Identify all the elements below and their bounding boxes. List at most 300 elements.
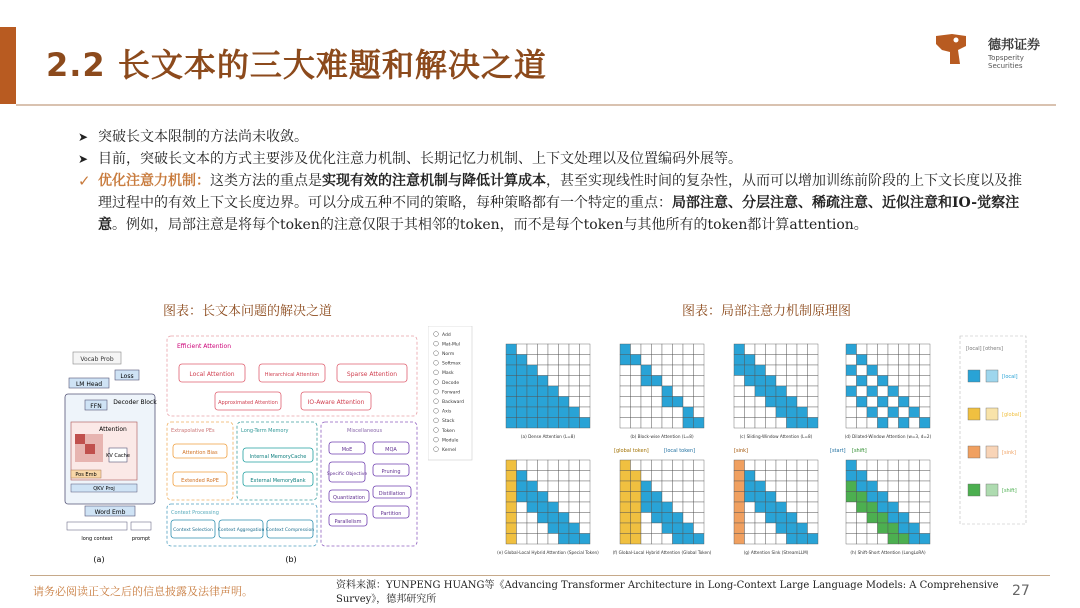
matrix-cell [867,523,878,534]
matrix-cell [694,344,705,355]
matrix-cell [548,386,559,397]
matrix-cell [878,534,889,545]
matrix-cell [580,481,591,492]
matrix-cell [569,471,580,482]
matrix-cell [755,534,766,545]
matrix-cell [787,460,798,471]
matrix-cell [694,523,705,534]
legend-label: Stack [442,419,455,425]
matrix-cell [797,534,808,545]
legend-label: Decode [442,380,460,386]
matrix-cell [867,365,878,376]
matrix-cell [899,492,910,503]
matrix-cell [694,460,705,471]
cell-key [960,336,1026,524]
matrix-cell [662,365,673,376]
left-figure [55,330,425,570]
matrix-cell [734,397,745,408]
matrix-cell [755,386,766,397]
matrix-cell [867,386,878,397]
right-figure [428,326,1060,566]
legend-symbol-icon [434,389,439,394]
matrix-cell [867,355,878,366]
matrix-cell [766,471,777,482]
matrix-cell [580,502,591,513]
matrix-cell [538,534,549,545]
matrix-cell [755,523,766,534]
matrix-cell [846,471,857,482]
matrix-cell [631,534,642,545]
matrix-cell [776,534,787,545]
matrix-cell [683,492,694,503]
matrix-cell [527,418,538,429]
matrix-cell [909,365,920,376]
matrix-cell [673,460,684,471]
moe-box: MoE [341,447,353,453]
matrix-cell [766,460,777,471]
legend-symbol-icon [434,341,439,346]
extended-rope-box: Extended RoPE [181,478,219,484]
matrix-label: (h) Shift-Short Attention (LongLoRA) [850,550,926,555]
external-memorybank-box: External MemoryBank [250,478,306,484]
matrix-cell [797,355,808,366]
matrix-cell [683,376,694,387]
matrix-cell [867,376,878,387]
matrix-cell [808,397,819,408]
matrix-cell [755,460,766,471]
matrix-cell [569,407,580,418]
matrix-cell [766,386,777,397]
matrix-cell [538,407,549,418]
matrix-cell [694,492,705,503]
matrix-cell [846,344,857,355]
matrix-cell [641,407,652,418]
bullet-item [78,148,1028,170]
matrix-cell [766,407,777,418]
matrix-cell [787,513,798,524]
matrix-cell [580,355,591,366]
legend-symbol-icon [434,437,439,442]
matrix-cell [652,407,663,418]
matrix-cell [776,407,787,418]
key-swatch [968,370,980,382]
matrix-cell [787,418,798,429]
matrix-cell [506,523,517,534]
matrix-cell [920,355,931,366]
matrix-cell [920,365,931,376]
matrix-cell [755,471,766,482]
matrix-cell [734,376,745,387]
matrix-cell [920,513,931,524]
matrix-cell [652,386,663,397]
matrix-cell [734,523,745,534]
logo-mark-icon [932,30,972,70]
matrix-cell [846,513,857,524]
attention-matrix [846,460,930,555]
matrix-cell [641,386,652,397]
matrix-cell [867,460,878,471]
matrix-cell [548,534,559,545]
matrix-cell [909,534,920,545]
matrix-cell [857,460,868,471]
matrix-cell [787,481,798,492]
matrix-cell [559,513,570,524]
global-token-tag: [global token] [614,448,649,454]
matrix-cell [899,471,910,482]
matrix-cell [527,481,538,492]
matrix-cell [631,460,642,471]
matrix-cell [745,376,756,387]
extrapolative-pes-title: Extrapolative PEs [171,428,215,434]
matrix-cell [766,513,777,524]
matrix-cell [527,376,538,387]
quantization-box: Quantization [333,495,365,501]
bullet-bold-text: 局部注意、分层注意、稀疏注意、近似注意和IO-觉察注意 [98,195,1020,233]
matrix-cell [899,418,910,429]
matrix-cell [920,344,931,355]
matrix-cell [569,376,580,387]
matrix-cell [620,502,631,513]
matrix-cell [909,481,920,492]
matrix-cell [538,513,549,524]
matrix-cell [641,471,652,482]
matrix-cell [808,386,819,397]
bullet-item [78,170,1028,236]
matrix-cell [766,418,777,429]
matrix-cell [662,386,673,397]
matrix-cell [580,492,591,503]
matrix-cell [766,502,777,513]
matrix-cell [652,502,663,513]
matrix-cell [559,397,570,408]
matrix-cell [569,460,580,471]
matrix-cell [734,492,745,503]
legend-label: Forward [442,390,461,396]
matrix-cell [538,502,549,513]
legend-symbol-icon [434,360,439,365]
matrix-cell [846,365,857,376]
matrix-cell [620,460,631,471]
matrix-cell [888,492,899,503]
matrix-cell [745,481,756,492]
matrix-cell [776,376,787,387]
legend-symbol-icon [434,447,439,452]
matrix-cell [631,407,642,418]
matrix-cell [909,418,920,429]
matrix-cell [745,355,756,366]
matrix-cell [620,471,631,482]
matrix-cell [683,471,694,482]
matrix-cell [673,376,684,387]
matrix-cell [641,513,652,524]
matrix-cell [662,502,673,513]
matrix-cell [694,365,705,376]
attention-matrix [613,460,712,555]
matrix-cell [867,534,878,545]
matrix-cell [641,534,652,545]
matrix-cell [506,397,517,408]
matrix-cell [641,418,652,429]
matrix-cell [517,386,528,397]
matrix-cell [846,523,857,534]
matrix-cell [878,376,889,387]
key-swatch [968,408,980,420]
matrix-cell [631,344,642,355]
matrix-cell [787,365,798,376]
matrix-cell [694,407,705,418]
matrix-cell [846,502,857,513]
matrix-cell [559,481,570,492]
matrix-cell [888,502,899,513]
matrix-cell [888,386,899,397]
matrix-cell [569,492,580,503]
matrix-cell [776,471,787,482]
matrix-cell [808,344,819,355]
mqa-box: MQA [385,447,397,453]
matrix-cell [662,471,673,482]
matrix-cell [776,460,787,471]
legend-symbol-icon [434,418,439,423]
matrix-cell [846,397,857,408]
matrix-cell [559,407,570,418]
matrix-cell [745,523,756,534]
key-swatch [968,446,980,458]
decoder-architecture [65,352,157,564]
long-context-label: long context [81,536,113,542]
qkv-proj-label: QKV Proj [93,486,115,492]
matrix-cell [899,376,910,387]
matrix-cell [766,376,777,387]
matrix-cell [920,407,931,418]
matrix-cell [909,513,920,524]
matrix-cell [808,481,819,492]
matrix-cell [920,481,931,492]
matrix-cell [776,418,787,429]
brand-logo [928,30,1058,78]
context-processing-title: Context Processing [171,510,219,516]
matrix-cell [755,355,766,366]
matrix-cell [776,397,787,408]
legend-label: Softmax [442,361,461,367]
matrix-cell [857,397,868,408]
matrix-label: (g) Attention Sink (StreamLLM) [743,550,809,555]
method-taxonomy [167,336,417,564]
context-compression-box: Context Compression [265,528,315,533]
matrix-cell [673,344,684,355]
matrix-cell [694,502,705,513]
matrix-cell [888,513,899,524]
matrix-cell [548,344,559,355]
matrix-cell [766,365,777,376]
matrix-cell [641,365,652,376]
matrix-cell [888,523,899,534]
matrix-cell [559,460,570,471]
matrix-cell [527,523,538,534]
matrix-cell [580,523,591,534]
legend-symbol-icon [434,351,439,356]
matrix-cell [506,386,517,397]
lm-head-label: LM Head [75,381,103,388]
matrix-cell [787,523,798,534]
matrix-cell [755,513,766,524]
matrix-cell [580,513,591,524]
title-divider [16,104,1056,106]
matrix-cell [776,481,787,492]
key-label: [shift] [1002,488,1017,494]
bullet-text: 。例如，局部注意是将每个token的注意仅限于其相邻的token，而不是每个token与其他所有的token都计算attention。 [112,217,868,233]
miscellaneous-title: Miscellaneous [347,428,383,434]
matrix-cell [909,355,920,366]
matrix-cell [857,355,868,366]
matrix-cell [673,513,684,524]
matrix-cell [867,492,878,503]
matrix-cell [527,460,538,471]
matrix-cell [808,492,819,503]
matrix-cell [899,386,910,397]
bullet-text: ，甚至实现线性时间的复杂性，从而可以增加训练前阶段的上下文长度以及推理过程中的有效上下文长度边界。可以分成五种不同的策略，每种策略都有一个特定的重点： [98,173,1022,211]
matrix-cell [662,481,673,492]
matrix-cell [569,355,580,366]
attention-matrix [497,460,599,555]
matrix-cell [569,386,580,397]
matrix-cell [846,481,857,492]
matrix-label: (c) Sliding-Window Attention (L=8) [739,434,813,439]
matrix-cell [673,365,684,376]
matrix-cell [808,365,819,376]
matrix-cell [569,344,580,355]
matrix-cell [734,365,745,376]
matrix-cell [517,460,528,471]
matrix-cell [920,460,931,471]
matrix-cell [527,407,538,418]
matrix-cell [878,523,889,534]
key-swatch-light [986,408,998,420]
matrix-cell [867,344,878,355]
matrix-cell [909,376,920,387]
key-swatch-light [986,446,998,458]
matrix-cell [620,418,631,429]
footer-source: 资料来源：YUNPENG HUANG等《Advancing Transformer Architecture in Long-Context Large Language Models: A Comprehensive Survey》，德邦研究所 [336,580,999,605]
matrix-cell [694,534,705,545]
matrix-cell [888,481,899,492]
matrix-cell [797,460,808,471]
matrix-cell [909,492,920,503]
matrix-cell [527,502,538,513]
legend-label: Mat-Mul [442,342,461,348]
logo-cn-text: 德邦证券 [988,38,1041,53]
matrix-cell [694,386,705,397]
approximated-attention-box: Approximated Attention [218,400,278,406]
matrix-cell [857,471,868,482]
matrix-cell [683,407,694,418]
matrix-cell [776,523,787,534]
arrow-bullet-icon: ➤ [78,152,89,166]
matrix-cell [506,534,517,545]
matrix-cell [620,407,631,418]
matrix-cell [559,534,570,545]
matrix-cell [506,502,517,513]
matrix-cell [548,376,559,387]
matrix-cell [506,460,517,471]
matrix-cell [745,471,756,482]
prompt-label: prompt [131,536,151,542]
matrix-cell [734,502,745,513]
specific-objective-box: Specific Objective [326,472,368,477]
matrix-cell [755,492,766,503]
matrix-cell [766,523,777,534]
matrix-cell [620,376,631,387]
matrix-cell [808,471,819,482]
matrix-cell [662,407,673,418]
matrix-cell [538,523,549,534]
matrix-cell [797,344,808,355]
matrix-cell [538,365,549,376]
matrix-cell [548,481,559,492]
matrix-cell [734,418,745,429]
legend-symbol-icon [434,380,439,385]
matrix-cell [776,344,787,355]
matrix-cell [899,502,910,513]
matrix-cell [548,492,559,503]
matrix-cell [797,471,808,482]
matrix-cell [662,418,673,429]
matrix-cell [846,460,857,471]
header-accent-bar [0,27,16,104]
matrix-cell [620,523,631,534]
matrix-cell [631,386,642,397]
matrix-cell [538,344,549,355]
matrix-cell [580,397,591,408]
pos-emb-label: Pos Emb [75,472,97,478]
matrix-cell [787,344,798,355]
matrix-cell [787,355,798,366]
matrix-cell [745,418,756,429]
matrix-cell [878,492,889,503]
matrix-cell [797,376,808,387]
matrix-cell [559,344,570,355]
matrix-cell [878,397,889,408]
matrix-cell [857,492,868,503]
matrix-cell [694,471,705,482]
matrix-cell [517,355,528,366]
operator-legend [428,326,472,460]
matrix-cell [745,386,756,397]
matrix-cell [652,365,663,376]
io-aware-attention-box: IO-Aware Attention [307,399,365,406]
matrix-cell [620,481,631,492]
matrix-cell [787,471,798,482]
matrix-cell [888,534,899,545]
matrix-cell [867,502,878,513]
matrix-cell [641,502,652,513]
matrix-cell [734,471,745,482]
matrix-cell [766,355,777,366]
matrix-cell [673,418,684,429]
matrix-cell [909,386,920,397]
matrix-cell [899,513,910,524]
matrix-cell [641,397,652,408]
matrix-cell [888,397,899,408]
matrix-cell [683,386,694,397]
matrix-cell [673,471,684,482]
matrix-cell [787,397,798,408]
matrix-cell [559,365,570,376]
matrix-cell [620,513,631,524]
legend-symbol-icon [434,370,439,375]
matrix-cell [755,397,766,408]
matrix-cell [734,513,745,524]
matrix-cell [920,534,931,545]
